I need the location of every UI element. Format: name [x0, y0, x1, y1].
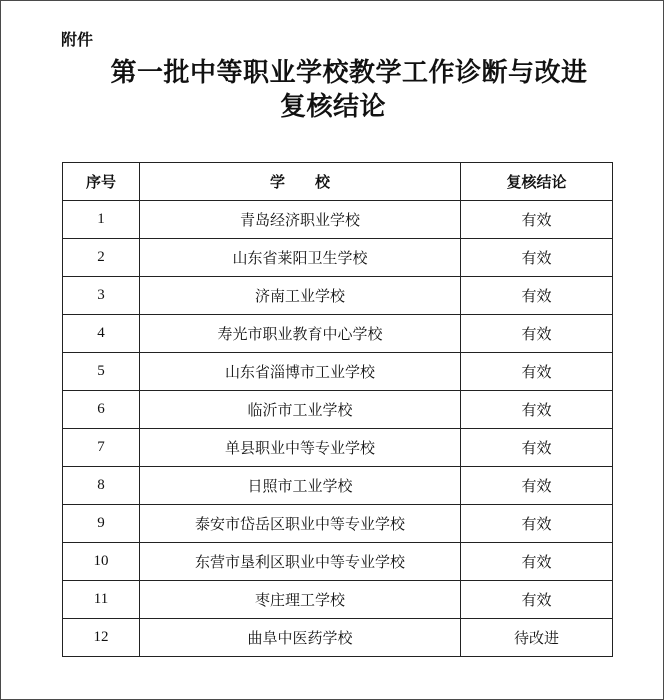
row-conclusion: 有效	[461, 391, 613, 429]
table-row	[63, 391, 613, 429]
row-index: 1	[63, 201, 140, 239]
row-index: 11	[63, 581, 140, 619]
document-title-line-2: 复核结论	[279, 92, 386, 122]
row-index: 2	[63, 239, 140, 277]
row-index: 8	[63, 467, 140, 505]
row-school: 济南工业学校	[140, 277, 461, 315]
row-school: 枣庄理工学校	[140, 581, 461, 619]
row-school: 寿光市职业教育中心学校	[140, 315, 461, 353]
row-conclusion: 有效	[461, 543, 613, 581]
row-conclusion: 有效	[461, 315, 613, 353]
row-conclusion: 有效	[461, 505, 613, 543]
table-row	[63, 619, 613, 657]
row-school: 泰安市岱岳区职业中等专业学校	[140, 505, 461, 543]
row-index: 7	[63, 429, 140, 467]
table-header-row	[63, 163, 613, 201]
table-row	[63, 467, 613, 505]
row-index: 5	[63, 353, 140, 391]
row-index: 10	[63, 543, 140, 581]
review-conclusions-table	[62, 162, 613, 657]
row-conclusion: 有效	[461, 201, 613, 239]
row-school: 山东省淄博市工业学校	[140, 353, 461, 391]
table-row	[63, 429, 613, 467]
row-conclusion: 有效	[461, 429, 613, 467]
row-index: 4	[63, 315, 140, 353]
row-conclusion: 待改进	[461, 619, 613, 657]
table-row	[63, 201, 613, 239]
row-school: 青岛经济职业学校	[140, 201, 461, 239]
header-conclusion: 复核结论	[461, 163, 613, 201]
row-school: 临沂市工业学校	[140, 391, 461, 429]
document-title-line-1: 第一批中等职业学校教学工作诊断与改进	[110, 58, 588, 88]
header-school: 学 校	[140, 163, 461, 201]
row-index: 6	[63, 391, 140, 429]
row-conclusion: 有效	[461, 239, 613, 277]
row-index: 12	[63, 619, 140, 657]
header-index: 序号	[63, 163, 140, 201]
row-conclusion: 有效	[461, 353, 613, 391]
row-index: 3	[63, 277, 140, 315]
table-row	[63, 543, 613, 581]
row-conclusion: 有效	[461, 467, 613, 505]
row-index: 9	[63, 505, 140, 543]
row-conclusion: 有效	[461, 581, 613, 619]
row-school: 曲阜中医药学校	[140, 619, 461, 657]
table-row	[63, 315, 613, 353]
table-row	[63, 277, 613, 315]
row-conclusion: 有效	[461, 277, 613, 315]
row-school: 日照市工业学校	[140, 467, 461, 505]
row-school: 东营市垦利区职业中等专业学校	[140, 543, 461, 581]
row-school: 山东省莱阳卫生学校	[140, 239, 461, 277]
table-row	[63, 239, 613, 277]
table-row	[63, 581, 613, 619]
attachment-label: 附件	[61, 30, 94, 49]
row-school: 单县职业中等专业学校	[140, 429, 461, 467]
table-row	[63, 353, 613, 391]
table-row	[63, 505, 613, 543]
